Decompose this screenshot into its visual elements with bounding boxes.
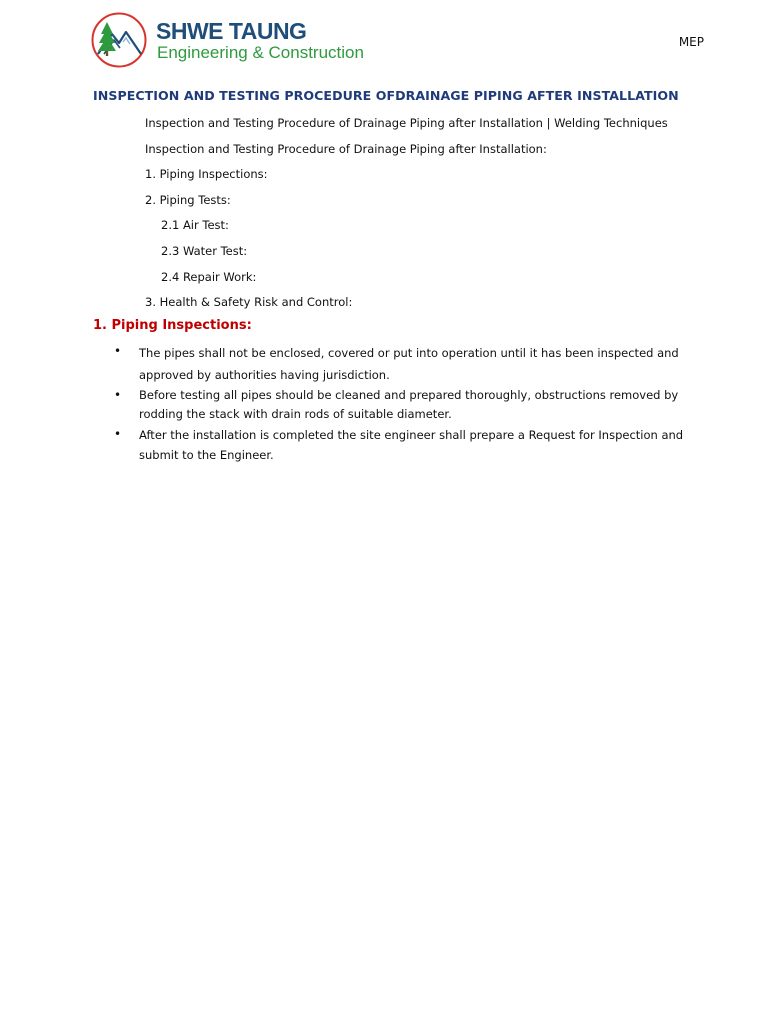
bullet-text-line: The pipes shall not be enclosed, covered or put into operation until it has been inspected and xyxy=(139,346,679,360)
bullet-list xyxy=(114,342,694,465)
contents-item: 3. Health & Safety Risk and Control: xyxy=(145,295,353,310)
bullet-text-line: After the installation is completed the site engineer shall prepare a Request for Inspection and xyxy=(139,428,684,442)
intro-line: Inspection and Testing Procedure of Drainage Piping after Installation | Welding Techniques xyxy=(145,116,668,130)
contents-subitem: 2.4 Repair Work: xyxy=(161,269,257,284)
contents-subitem: 2.3 Water Test: xyxy=(161,243,248,258)
intro-line: Inspection and Testing Procedure of Drainage Piping after Installation: xyxy=(145,141,547,156)
mountain-tree-logo-icon xyxy=(90,12,148,70)
bullet-text-line: Before testing all pipes should be cleaned and prepared thoroughly, obstructions removed by xyxy=(139,388,679,402)
logo-subtitle: Engineering & Construction xyxy=(157,43,364,62)
bullet-text-line: rodding the stack with drain rods of suitable diameter. xyxy=(139,407,452,421)
contents-block xyxy=(145,115,668,320)
bullet-text-line: approved by authorities having jurisdiction. xyxy=(139,368,390,382)
corner-label: MEP xyxy=(678,35,704,49)
contents-item: 1. Piping Inspections: xyxy=(145,167,268,182)
contents-subitem: 2.1 Air Test: xyxy=(161,218,229,233)
document-title: INSPECTION AND TESTING PROCEDURE OFDRAINAGE PIPING AFTER INSTALLATION xyxy=(93,88,679,103)
contents-item: 2. Piping Tests: xyxy=(145,192,231,207)
logo-title: SHWE TAUNG xyxy=(156,18,307,44)
bullet-text-line: submit to the Engineer. xyxy=(139,448,274,462)
company-logo xyxy=(90,12,380,70)
bullet-dot-icon: • xyxy=(114,388,122,402)
section-heading: 1. Piping Inspections: xyxy=(93,318,252,333)
bullet-dot-icon: • xyxy=(114,427,122,441)
list-item xyxy=(114,386,694,424)
list-item xyxy=(114,342,694,386)
list-item xyxy=(114,425,694,465)
bullet-dot-icon: • xyxy=(114,344,122,358)
